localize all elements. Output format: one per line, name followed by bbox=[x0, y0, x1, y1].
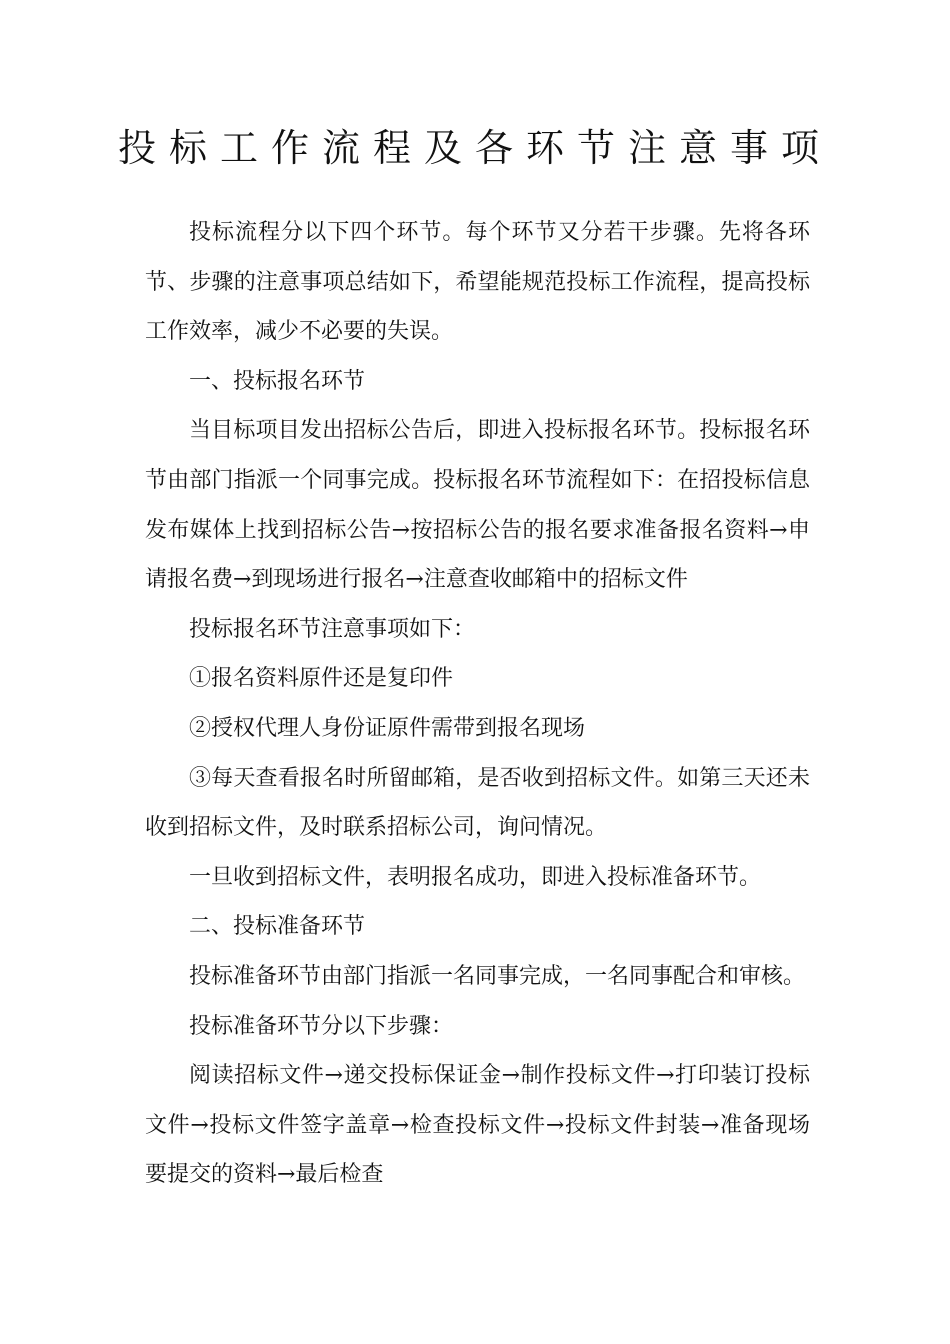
document-title: 投标工作流程及各环节注意事项 bbox=[117, 126, 832, 170]
paragraph-intro: 投标流程分以下四个环节。每个环节又分若干步骤。先将各环节、步骤的注意事项总结如下，希望能规范投标工作流程，提高投标工作效率，减少不必要的失误。 bbox=[145, 220, 810, 345]
list-item-note-3: ③每天查看报名时所留邮箱，是否收到招标文件。如第三天还未收到招标文件，及时联系招标公司，询问情况。 bbox=[145, 765, 810, 841]
document-body bbox=[145, 208, 810, 1200]
paragraph-preparation-steps-heading: 投标准备环节分以下步骤： bbox=[189, 1013, 454, 1039]
list-item-note-2: ②授权代理人身份证原件需带到报名现场 bbox=[189, 715, 586, 741]
section-heading-preparation: 二、投标准备环节 bbox=[189, 914, 366, 940]
paragraph-registration-success: 一旦收到招标文件，表明报名成功，即进入投标准备环节。 bbox=[189, 864, 762, 890]
section-heading-registration: 一、投标报名环节 bbox=[189, 368, 366, 394]
paragraph-preparation-staff: 投标准备环节由部门指派一名同事完成，一名同事配合和审核。 bbox=[189, 963, 806, 989]
paragraph-registration-flow: 当目标项目发出招标公告后，即进入投标报名环节。投标报名环节由部门指派一个同事完成。投标报名环节流程如下：在招投标信息发布媒体上找到招标公告→按招标公告的报名要求准备报名资料→申请报名费→到现场进行报名→注意查收邮箱中的招标文件 bbox=[145, 418, 810, 593]
paragraph-preparation-flow: 阅读招标文件→递交投标保证金→制作投标文件→打印装订投标文件→投标文件签字盖章→检查投标文件→投标文件封装→准备现场要提交的资料→最后检查 bbox=[145, 1063, 810, 1188]
list-item-note-1: ①报名资料原件还是复印件 bbox=[189, 666, 454, 692]
paragraph-registration-notes-heading: 投标报名环节注意事项如下： bbox=[189, 616, 476, 642]
